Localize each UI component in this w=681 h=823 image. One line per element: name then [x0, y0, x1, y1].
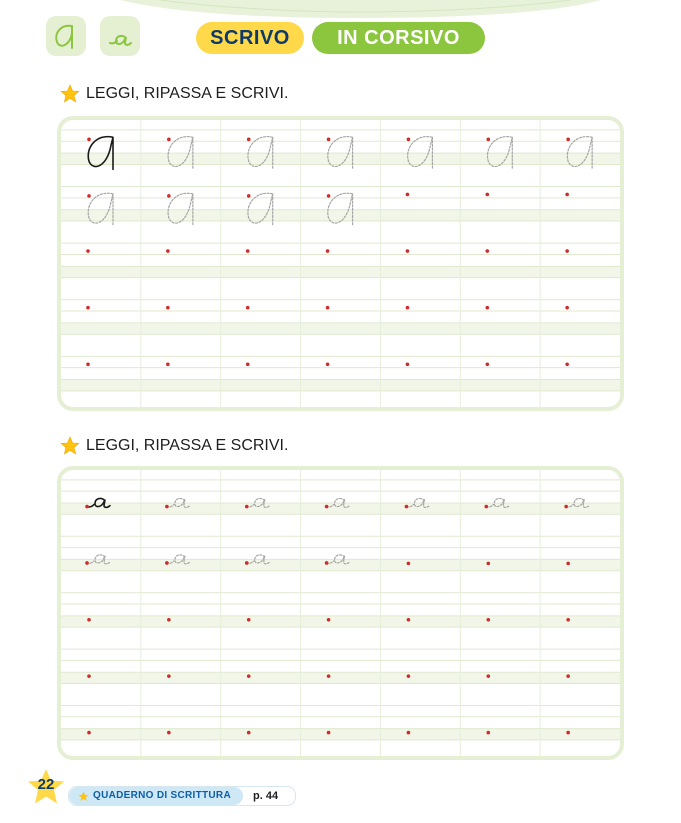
uppercase-writing-grid [57, 116, 624, 411]
start-dot [406, 193, 410, 197]
start-dot [486, 731, 490, 735]
start-dot [167, 674, 171, 678]
lowercase-cursive-a-icon [100, 16, 140, 56]
start-dot [406, 362, 410, 366]
start-dot [87, 618, 91, 622]
midline-band [61, 616, 620, 627]
start-dot [246, 306, 250, 310]
start-dot [407, 731, 411, 735]
midline-band [61, 380, 620, 391]
start-dot [565, 193, 569, 197]
midline-band [61, 503, 620, 514]
workbook-reference [68, 786, 296, 806]
midline-band [61, 210, 620, 221]
start-dot [486, 674, 490, 678]
start-dot [566, 618, 570, 622]
start-dot [246, 362, 250, 366]
writing-grid-svg [61, 120, 620, 407]
title-badge-scrivo: SCRIVO [196, 22, 304, 54]
start-dot [486, 618, 490, 622]
star-icon [78, 791, 89, 802]
start-dot [485, 362, 489, 366]
start-dot [86, 249, 90, 253]
start-dot [86, 306, 90, 310]
start-dot [86, 362, 90, 366]
midline-band [61, 672, 620, 683]
instruction-text: LEGGI, RIPASSA E SCRIVI. [86, 437, 289, 454]
start-dot [327, 731, 331, 735]
midline-band [61, 559, 620, 570]
start-dot [485, 306, 489, 310]
start-dot [247, 618, 251, 622]
start-dot [485, 193, 489, 197]
start-dot [407, 674, 411, 678]
start-dot [166, 362, 170, 366]
start-dot [326, 362, 330, 366]
start-dot [326, 249, 330, 253]
start-dot [326, 306, 330, 310]
instruction-2 [60, 435, 288, 457]
start-dot [407, 562, 411, 566]
midline-band [61, 729, 620, 740]
start-dot [406, 306, 410, 310]
start-dot [566, 674, 570, 678]
start-dot [566, 562, 570, 566]
uppercase-letter-card [46, 16, 86, 56]
writing-grid-svg [61, 470, 620, 756]
start-dot [247, 674, 251, 678]
start-dot [565, 249, 569, 253]
instruction-1 [60, 83, 288, 105]
start-dot [246, 249, 250, 253]
start-dot [167, 731, 171, 735]
start-dot [565, 362, 569, 366]
lowercase-letter-card [100, 16, 140, 56]
start-dot [327, 674, 331, 678]
start-dot [166, 249, 170, 253]
reference-page: p. 44 [253, 790, 279, 802]
uppercase-cursive-a-icon [46, 16, 86, 56]
page-number: 22 [37, 776, 55, 793]
start-dot [166, 306, 170, 310]
midline-band [61, 153, 620, 164]
star-icon [60, 436, 80, 456]
midline-band [61, 266, 620, 277]
start-dot [565, 306, 569, 310]
midline-band [61, 323, 620, 334]
start-dot [407, 618, 411, 622]
start-dot [167, 618, 171, 622]
lowercase-writing-grid [57, 466, 624, 760]
title-badge-in-corsivo: IN CORSIVO [312, 22, 485, 54]
start-dot [485, 249, 489, 253]
start-dot [486, 562, 490, 566]
reference-label: QUADERNO DI SCRITTURA [93, 790, 231, 801]
start-dot [247, 731, 251, 735]
star-icon [60, 84, 80, 104]
start-dot [566, 731, 570, 735]
start-dot [327, 618, 331, 622]
start-dot [87, 731, 91, 735]
instruction-text: LEGGI, RIPASSA E SCRIVI. [86, 85, 289, 102]
start-dot [406, 249, 410, 253]
start-dot [87, 674, 91, 678]
